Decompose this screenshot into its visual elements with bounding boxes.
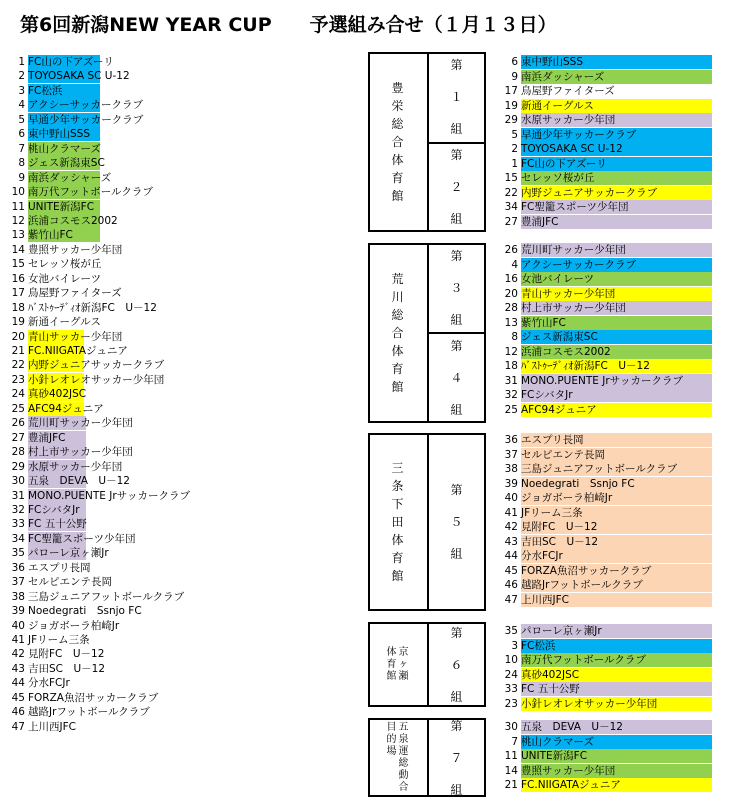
team-name: パローレ京ヶ瀬Jr bbox=[28, 547, 109, 560]
group-team-number: 10 bbox=[504, 654, 518, 666]
team-row bbox=[0, 113, 340, 127]
team-row bbox=[0, 272, 340, 286]
group-divider bbox=[427, 142, 486, 144]
group-team-number: 11 bbox=[504, 750, 518, 762]
group-team-name: 荒川町サッカー少年団 bbox=[521, 244, 626, 256]
team-number: 33 bbox=[11, 518, 25, 531]
group-label: 第 ７ 組 bbox=[450, 718, 463, 797]
group-team-name: 小針レオレオサッカー少年団 bbox=[521, 697, 658, 710]
team-row bbox=[0, 590, 340, 604]
group-label: 第 ２ 組 bbox=[450, 148, 463, 226]
group-team-number: 38 bbox=[504, 463, 518, 475]
team-name: FC松浜 bbox=[28, 84, 63, 97]
group-team-row bbox=[500, 697, 712, 711]
team-row bbox=[0, 431, 340, 445]
team-name: 水原サッカー少年団 bbox=[28, 460, 123, 473]
team-number: 28 bbox=[11, 446, 25, 459]
group-team-name: エスプリ長岡 bbox=[521, 434, 584, 446]
group-team-row bbox=[500, 316, 712, 330]
group-team-row bbox=[500, 215, 712, 229]
group-team-name: ジョガボーラ柏崎Jr bbox=[521, 492, 613, 504]
team-row bbox=[0, 330, 340, 344]
group-team-name: UNITE新潟FC bbox=[521, 750, 588, 762]
group-team-number: 25 bbox=[504, 403, 518, 416]
group-team-row bbox=[500, 624, 712, 638]
team-name: FC山の下アズーリ bbox=[28, 56, 114, 68]
group-team-name: 豊照サッカー少年団 bbox=[521, 764, 616, 777]
team-row bbox=[0, 691, 340, 705]
team-name: 南万代フットボールクラブ bbox=[28, 186, 153, 199]
group-team-number: 16 bbox=[504, 273, 518, 285]
venue-name: 三 条 下 田 体 育 館 bbox=[391, 461, 404, 583]
group-team-row bbox=[500, 301, 712, 315]
team-name: 上川西JFC bbox=[28, 720, 76, 733]
team-row bbox=[0, 720, 340, 734]
group-team-name: 五泉 DEVA U－12 bbox=[521, 721, 623, 733]
group-team-number: 43 bbox=[504, 535, 518, 548]
team-row bbox=[0, 200, 340, 214]
team-number: 23 bbox=[11, 373, 25, 386]
team-number: 40 bbox=[11, 619, 25, 632]
group-team-number: 20 bbox=[504, 287, 518, 300]
team-number: 1 bbox=[18, 56, 25, 68]
group-team-row bbox=[500, 330, 712, 344]
team-number: 13 bbox=[11, 229, 25, 242]
group-team-number: 23 bbox=[504, 697, 518, 710]
page-title: 第6回新潟NEW YEAR CUP 予選組み合せ（１月１３日） bbox=[20, 14, 557, 36]
group-team-row bbox=[500, 682, 712, 696]
team-number: 5 bbox=[18, 113, 25, 126]
group-team-row bbox=[500, 258, 712, 272]
group-team-name: 分水FCJr bbox=[521, 550, 563, 562]
team-row bbox=[0, 662, 340, 676]
team-row bbox=[0, 373, 340, 387]
team-number: 20 bbox=[11, 330, 25, 343]
team-number: 4 bbox=[18, 99, 25, 112]
group-team-name: FC松浜 bbox=[521, 639, 556, 652]
group-team-number: 46 bbox=[504, 579, 518, 591]
group-team-row bbox=[500, 200, 712, 214]
team-row bbox=[0, 358, 340, 372]
team-number: 41 bbox=[11, 634, 25, 646]
team-number: 3 bbox=[18, 84, 25, 97]
group-team-name: JFリーム三条 bbox=[521, 506, 583, 519]
team-row bbox=[0, 243, 340, 257]
team-row bbox=[0, 156, 340, 170]
team-row bbox=[0, 460, 340, 474]
team-name: 女池バイレーツ bbox=[28, 272, 102, 285]
group-team-name: FC山の下アズーリ bbox=[521, 157, 607, 170]
team-number: 43 bbox=[11, 662, 25, 675]
group-team-name: FC.NIIGATAジュニア bbox=[521, 779, 621, 791]
team-name: FC聖籠スポーツ少年団 bbox=[28, 532, 136, 545]
team-number: 6 bbox=[18, 128, 25, 141]
team-number: 15 bbox=[11, 258, 25, 271]
group-team-row bbox=[500, 639, 712, 653]
group-team-row bbox=[500, 287, 712, 301]
group-team-number: 17 bbox=[504, 85, 518, 97]
group-team-name: Noedegrati Ssnjo FC bbox=[521, 477, 635, 490]
team-name: FC.NIIGATAジュニア bbox=[28, 345, 128, 357]
team-row bbox=[0, 633, 340, 647]
team-row bbox=[0, 705, 340, 719]
group-team-row bbox=[500, 506, 712, 520]
group-team-row bbox=[500, 345, 712, 359]
group-team-number: 26 bbox=[504, 244, 518, 256]
group-team-number: 7 bbox=[511, 735, 518, 748]
group-divider bbox=[427, 332, 486, 334]
group-team-number: 3 bbox=[511, 639, 518, 652]
team-name: 南浜ダッシャーズ bbox=[28, 171, 112, 184]
group-team-name: 南浜ダッシャーズ bbox=[521, 70, 605, 83]
team-name: 越路Jrフットボールクラブ bbox=[28, 706, 150, 719]
team-name: 分水FCJr bbox=[28, 677, 70, 690]
group-team-name: 見附FC U－12 bbox=[521, 521, 598, 533]
group-team-number: 24 bbox=[504, 668, 518, 681]
team-number: 44 bbox=[11, 677, 25, 690]
team-name: JFリーム三条 bbox=[28, 634, 90, 646]
group-team-name: アクシーサッカークラブ bbox=[521, 258, 636, 271]
group-team-number: 14 bbox=[504, 764, 518, 777]
team-row bbox=[0, 445, 340, 459]
team-row bbox=[0, 228, 340, 242]
group-team-name: 内野ジュニアサッカークラブ bbox=[521, 186, 658, 199]
team-number: 42 bbox=[11, 648, 25, 661]
team-row bbox=[0, 257, 340, 271]
group-team-name: FC 五十公野 bbox=[521, 683, 580, 695]
group-team-name: 鳥屋野ファイターズ bbox=[521, 85, 615, 97]
group-team-name: MONO.PUENTE Jrサッカークラブ bbox=[521, 374, 683, 387]
team-row bbox=[0, 315, 340, 329]
team-row bbox=[0, 503, 340, 517]
team-row bbox=[0, 676, 340, 690]
group-team-name: ﾊﾞｽﾄｩｰﾃﾞｨｵ新潟FC U－12 bbox=[521, 360, 650, 372]
team-number: 9 bbox=[18, 171, 25, 184]
team-name: 荒川町サッカー少年団 bbox=[28, 417, 133, 430]
team-row bbox=[0, 84, 340, 98]
group-team-row bbox=[500, 477, 712, 491]
team-number: 29 bbox=[11, 460, 25, 473]
group-team-number: 36 bbox=[504, 434, 518, 446]
team-number: 46 bbox=[11, 706, 25, 719]
team-number: 16 bbox=[11, 272, 25, 285]
team-number: 47 bbox=[11, 720, 25, 733]
group-team-number: 44 bbox=[504, 550, 518, 562]
team-row bbox=[0, 286, 340, 300]
team-number: 2 bbox=[18, 70, 25, 83]
team-number: 21 bbox=[11, 345, 25, 357]
team-row bbox=[0, 546, 340, 560]
team-row bbox=[0, 619, 340, 633]
group-team-name: 吉田SC U－12 bbox=[521, 535, 599, 548]
group-team-row bbox=[500, 549, 712, 563]
group-team-number: 37 bbox=[504, 448, 518, 461]
team-number: 19 bbox=[11, 316, 25, 329]
team-number: 18 bbox=[11, 301, 25, 314]
group-team-row bbox=[500, 171, 712, 185]
team-name: UNITE新潟FC bbox=[28, 200, 95, 213]
group-team-number: 19 bbox=[504, 99, 518, 112]
team-number: 14 bbox=[11, 243, 25, 256]
team-number: 7 bbox=[18, 142, 25, 155]
team-number: 24 bbox=[11, 388, 25, 401]
group-team-row bbox=[500, 186, 712, 200]
group-team-number: 8 bbox=[511, 331, 518, 343]
group-team-name: ジェス新潟東SC bbox=[521, 331, 598, 343]
group-team-name: FCシバタJr bbox=[521, 389, 573, 401]
venue-name: 豊 栄 総 合 体 育 館 bbox=[391, 81, 404, 203]
group-team-number: 22 bbox=[504, 186, 518, 199]
group-team-name: 水原サッカー少年団 bbox=[521, 114, 616, 126]
group-team-name: TOYOSAKA SC U-12 bbox=[521, 143, 623, 155]
team-name: 豊照サッカー少年団 bbox=[28, 243, 123, 256]
team-row bbox=[0, 69, 340, 83]
team-row bbox=[0, 171, 340, 185]
group-team-row bbox=[500, 70, 712, 84]
group-team-row bbox=[500, 720, 712, 734]
group-team-name: 女池バイレーツ bbox=[521, 273, 595, 285]
team-number: 37 bbox=[11, 576, 25, 589]
group-team-name: FORZA魚沼サッカークラブ bbox=[521, 564, 652, 577]
team-number: 34 bbox=[11, 532, 25, 545]
group-team-number: 1 bbox=[511, 157, 518, 170]
venue-name: 荒 川 総 合 体 育 館 bbox=[391, 272, 404, 394]
group-team-row bbox=[500, 668, 712, 682]
group-team-row bbox=[500, 243, 712, 257]
team-number: 35 bbox=[11, 547, 25, 560]
group-team-row bbox=[500, 520, 712, 534]
group-team-number: 45 bbox=[504, 564, 518, 577]
team-row bbox=[0, 604, 340, 618]
team-name: MONO.PUENTE Jrサッカークラブ bbox=[28, 489, 190, 502]
group-label: 第 １ 組 bbox=[450, 58, 463, 136]
group-team-row bbox=[500, 749, 712, 763]
group-team-name: 村上市サッカー少年団 bbox=[521, 302, 626, 314]
group-team-row bbox=[500, 142, 712, 156]
team-number: 31 bbox=[11, 489, 25, 502]
group-team-row bbox=[500, 374, 712, 388]
group-team-number: 9 bbox=[511, 70, 518, 83]
team-name: 見附FC U－12 bbox=[28, 648, 105, 661]
team-name: 吉田SC U－12 bbox=[28, 662, 106, 675]
team-name: AFC94ジュニア bbox=[28, 402, 104, 415]
group-team-row bbox=[500, 433, 712, 447]
group-team-number: 47 bbox=[504, 593, 518, 606]
group-team-row bbox=[500, 84, 712, 98]
group-team-name: 紫竹山FC bbox=[521, 316, 566, 329]
team-name: ジェス新潟東SC bbox=[28, 157, 105, 170]
group-team-name: 浜浦コスモス2002 bbox=[521, 345, 611, 358]
team-name: セレッソ桜が丘 bbox=[28, 258, 102, 271]
team-row bbox=[0, 98, 340, 112]
group-team-name: パローレ京ヶ瀬Jr bbox=[521, 625, 602, 637]
team-row bbox=[0, 55, 340, 69]
group-team-number: 15 bbox=[504, 172, 518, 184]
group-team-name: 東中野山SSS bbox=[521, 56, 583, 68]
team-name: 早通少年サッカークラブ bbox=[28, 113, 144, 126]
team-row bbox=[0, 142, 340, 156]
group-team-number: 32 bbox=[504, 389, 518, 401]
venue-name: 目 的 場 五 泉 運 総 動 合 bbox=[386, 721, 409, 793]
group-team-name: FC聖籠スポーツ少年団 bbox=[521, 201, 629, 213]
team-number: 27 bbox=[11, 431, 25, 444]
team-number: 30 bbox=[11, 475, 25, 488]
team-row bbox=[0, 489, 340, 503]
team-name: Noedegrati Ssnjo FC bbox=[28, 605, 142, 618]
group-team-row bbox=[500, 491, 712, 505]
team-name: TOYOSAKA SC U-12 bbox=[28, 70, 130, 83]
team-row bbox=[0, 402, 340, 416]
team-name: 浜浦コスモス2002 bbox=[28, 214, 118, 227]
team-name: 内野ジュニアサッカークラブ bbox=[28, 359, 165, 372]
group-team-row bbox=[500, 359, 712, 373]
group-team-name: 上川西JFC bbox=[521, 593, 569, 606]
group-team-row bbox=[500, 99, 712, 113]
team-name: 紫竹山FC bbox=[28, 229, 73, 242]
group-team-name: 早通少年サッカークラブ bbox=[521, 128, 637, 141]
group-team-name: 越路Jrフットボールクラブ bbox=[521, 579, 643, 591]
group-team-name: 青山サッカー少年団 bbox=[521, 287, 616, 300]
team-row bbox=[0, 387, 340, 401]
group-team-number: 40 bbox=[504, 492, 518, 504]
team-name: FC 五十公野 bbox=[28, 518, 87, 531]
group-team-name: セレッソ桜が丘 bbox=[521, 172, 595, 184]
team-name: 桃山クラマーズ bbox=[28, 142, 101, 155]
team-number: 22 bbox=[11, 359, 25, 372]
team-number: 38 bbox=[11, 590, 25, 603]
group-team-name: 真砂402JSC bbox=[521, 668, 580, 681]
group-team-row bbox=[500, 448, 712, 462]
group-team-number: 13 bbox=[504, 316, 518, 329]
team-name: セルピエンテ長岡 bbox=[28, 576, 112, 589]
team-number: 36 bbox=[11, 561, 25, 574]
group-team-name: 新通イーグルス bbox=[521, 99, 594, 112]
team-number: 12 bbox=[11, 214, 25, 227]
group-team-number: 30 bbox=[504, 721, 518, 733]
group-team-row bbox=[500, 653, 712, 667]
group-team-number: 41 bbox=[504, 506, 518, 519]
team-row bbox=[0, 301, 340, 315]
team-name: FCシバタJr bbox=[28, 503, 80, 516]
group-team-number: 4 bbox=[511, 258, 518, 271]
group-team-row bbox=[500, 157, 712, 171]
group-team-row bbox=[500, 462, 712, 476]
group-team-number: 29 bbox=[504, 114, 518, 126]
team-row bbox=[0, 344, 340, 358]
team-name: 新通イーグルス bbox=[28, 316, 101, 329]
venue-name: 体 育 館 京 ヶ 瀬 bbox=[386, 646, 409, 682]
team-name: 豊浦JFC bbox=[28, 431, 66, 444]
team-row bbox=[0, 575, 340, 589]
group-team-row bbox=[500, 113, 712, 127]
team-row bbox=[0, 561, 340, 575]
team-number: 11 bbox=[11, 200, 25, 213]
group-team-row bbox=[500, 735, 712, 749]
group-team-number: 18 bbox=[504, 360, 518, 372]
group-label: 第 ５ 組 bbox=[450, 483, 463, 561]
group-team-number: 5 bbox=[511, 128, 518, 141]
team-number: 39 bbox=[11, 605, 25, 618]
team-number: 8 bbox=[18, 157, 25, 170]
group-team-number: 33 bbox=[504, 683, 518, 695]
team-row bbox=[0, 517, 340, 531]
team-name: ジョガボーラ柏崎Jr bbox=[28, 619, 120, 632]
group-team-number: 39 bbox=[504, 477, 518, 490]
team-name: 青山サッカー少年団 bbox=[28, 330, 123, 343]
team-name: 小針レオレオサッカー少年団 bbox=[28, 373, 165, 386]
team-name: 真砂402JSC bbox=[28, 388, 87, 401]
group-team-name: セルピエンテ長岡 bbox=[521, 448, 605, 461]
team-number: 45 bbox=[11, 691, 25, 704]
team-name: 村上市サッカー少年団 bbox=[28, 446, 133, 459]
group-team-number: 6 bbox=[511, 56, 518, 68]
team-row bbox=[0, 474, 340, 488]
group-team-number: 28 bbox=[504, 302, 518, 314]
group-label: 第 ３ 組 bbox=[450, 248, 463, 327]
team-row bbox=[0, 647, 340, 661]
team-name: 鳥屋野ファイターズ bbox=[28, 287, 122, 300]
team-number: 32 bbox=[11, 503, 25, 516]
group-team-number: 31 bbox=[504, 374, 518, 387]
group-label: 第 ６ 組 bbox=[450, 625, 463, 704]
group-team-number: 27 bbox=[504, 215, 518, 228]
team-row bbox=[0, 214, 340, 228]
group-team-row bbox=[500, 128, 712, 142]
group-team-number: 34 bbox=[504, 201, 518, 213]
group-team-number: 2 bbox=[511, 143, 518, 155]
team-row bbox=[0, 532, 340, 546]
team-number: 26 bbox=[11, 417, 25, 430]
group-team-name: AFC94ジュニア bbox=[521, 403, 597, 416]
group-team-name: 豊浦JFC bbox=[521, 215, 559, 228]
group-team-row bbox=[500, 564, 712, 578]
team-name: 五泉 DEVA U－12 bbox=[28, 475, 130, 488]
group-team-name: 桃山クラマーズ bbox=[521, 735, 594, 748]
group-team-row bbox=[500, 764, 712, 778]
team-name: 三島ジュニアフットボールクラブ bbox=[28, 590, 185, 603]
team-number: 17 bbox=[11, 287, 25, 300]
group-team-row bbox=[500, 578, 712, 592]
group-label: 第 ４ 組 bbox=[450, 338, 463, 417]
team-row bbox=[0, 127, 340, 141]
group-team-row bbox=[500, 778, 712, 792]
team-name: 東中野山SSS bbox=[28, 128, 90, 141]
group-team-row bbox=[500, 272, 712, 286]
team-name: FORZA魚沼サッカークラブ bbox=[28, 691, 159, 704]
team-number: 25 bbox=[11, 402, 25, 415]
team-name: エスプリ長岡 bbox=[28, 561, 91, 574]
team-name: アクシーサッカークラブ bbox=[28, 99, 143, 112]
group-team-number: 21 bbox=[504, 779, 518, 791]
group-team-row bbox=[500, 535, 712, 549]
group-team-name: 三島ジュニアフットボールクラブ bbox=[521, 463, 678, 475]
group-team-row bbox=[500, 55, 712, 69]
group-team-number: 35 bbox=[504, 625, 518, 637]
group-team-row bbox=[500, 593, 712, 607]
group-team-row bbox=[500, 403, 712, 417]
team-number: 10 bbox=[11, 186, 25, 199]
group-team-name: 南万代フットボールクラブ bbox=[521, 654, 646, 666]
team-name: ﾊﾞｽﾄｩｰﾃﾞｨｵ新潟FC U－12 bbox=[28, 301, 157, 314]
team-row bbox=[0, 416, 340, 430]
group-team-row bbox=[500, 388, 712, 402]
group-team-number: 12 bbox=[504, 345, 518, 358]
group-team-number: 42 bbox=[504, 521, 518, 533]
team-row bbox=[0, 185, 340, 199]
